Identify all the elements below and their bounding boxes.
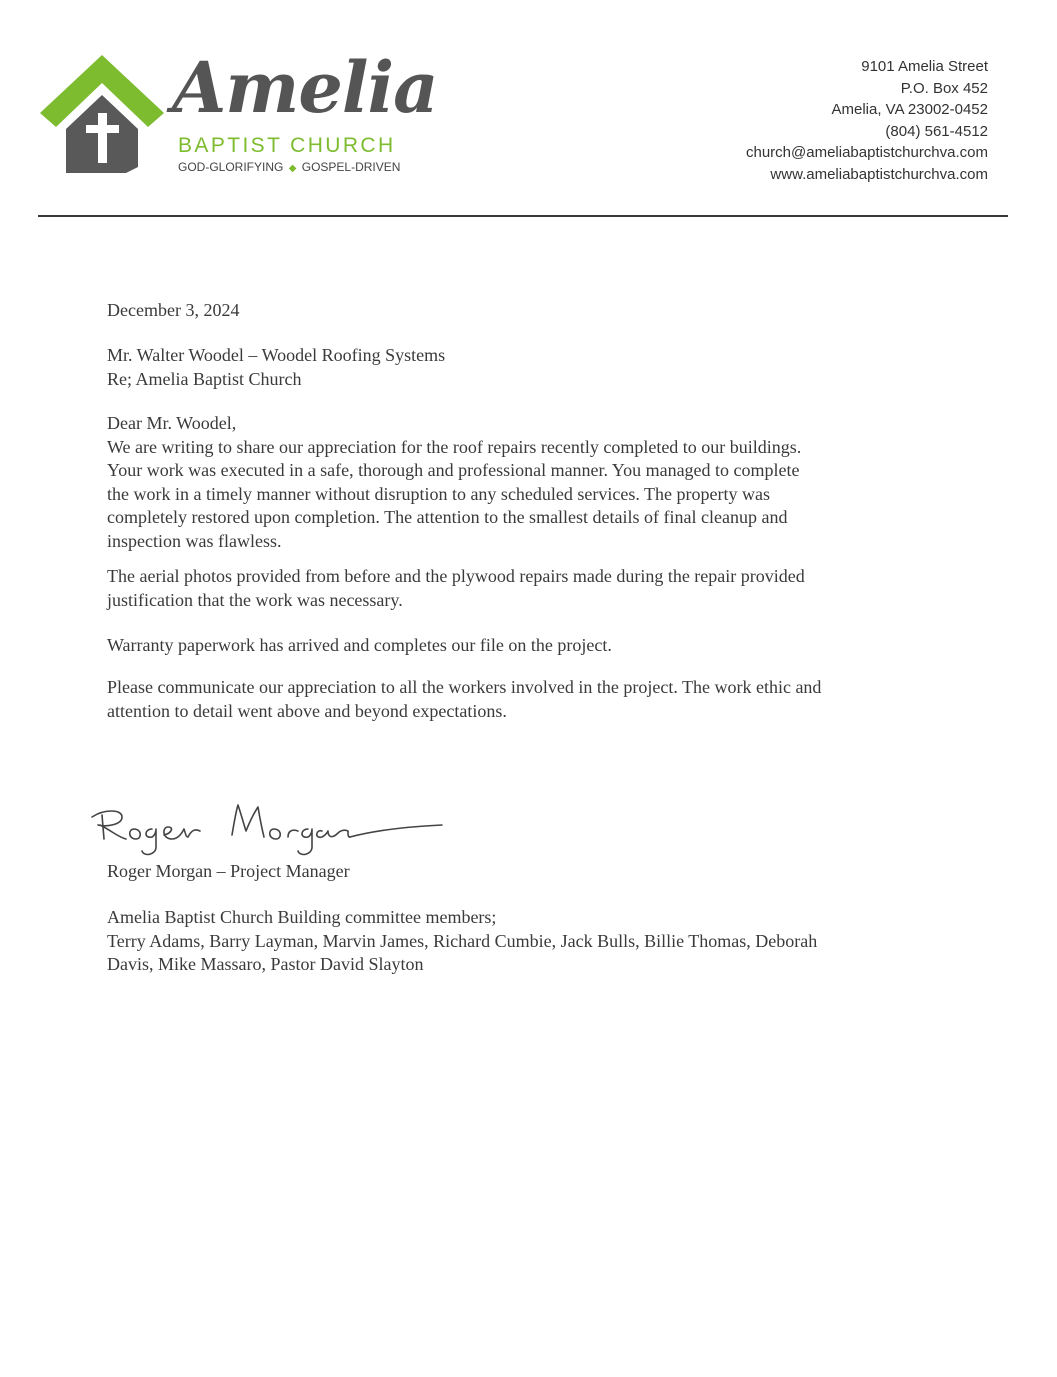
committee-block [107,906,947,977]
recipient: Mr. Walter Woodel – Woodel Roofing Systems [107,345,446,365]
address-street: 9101 Amelia Street [861,58,988,75]
address-phone: (804) 561-4512 [885,122,988,140]
letterhead [0,0,1057,220]
address-city: Amelia, VA 23002-0452 [831,101,988,118]
paragraph-4 [107,676,947,723]
committee-members-line: Terry Adams, Barry Layman, Marvin James, Richard Cumbie, Jack Bulls, Billie Thomas, Deborah [107,930,818,951]
paragraph-1 [107,412,947,553]
header-divider [38,215,1008,217]
house-cross-icon [40,55,170,175]
address-email: church@ameliabaptistchurchva.com [746,144,988,161]
paragraph-line: inspection was flawless. [107,530,282,551]
paragraph-line: justification that the work was necessary. [107,589,403,610]
logo-wordmark: Amelia [172,46,438,129]
address-po-box: P.O. Box 452 [900,79,988,97]
diamond-icon: ◆ [288,163,297,174]
paragraph-3 [107,634,947,658]
tagline-right: GOSPEL-DRIVEN [301,160,401,174]
regarding: Re; Amelia Baptist Church [107,368,302,389]
signer-line: Roger Morgan – Project Manager [107,861,350,881]
paragraph-line: The aerial photos provided from before and the plywood repairs made during the repair provided [107,566,805,586]
letter-date: December 3, 2024 [107,300,240,320]
paragraph-line: We are writing to share our appreciation for the roof repairs recently completed to our buildings. [107,436,802,457]
logo-tagline [178,160,400,176]
salutation: Dear Mr. Woodel, [107,413,237,433]
recipient-block [107,344,947,391]
logo-subtitle: BAPTIST CHURCH [178,134,396,157]
committee-members-line: Davis, Mike Massaro, Pastor David Slayton [107,954,424,974]
paragraph-line: Please communicate our appreciation to all the workers involved in the project. The work ethic and [107,677,822,697]
paragraph-line: the work in a timely manner without disruption to any scheduled services. The property was [107,483,771,504]
address-website: www.ameliabaptistchurchva.com [770,165,988,183]
paragraph-line: completely restored upon completion. The attention to the smallest details of final cleanup and [107,507,788,527]
paragraph-line: Your work was executed in a safe, thorough and professional manner. You managed to complete [107,460,800,480]
paragraph-2 [107,565,947,612]
church-address [746,56,988,185]
paragraph-line: Warranty paperwork has arrived and completes our file on the project. [107,635,612,655]
tagline-left: GOD-GLORIFYING [178,160,284,174]
handwritten-signature [82,795,462,865]
paragraph-line: attention to detail went above and beyond expectations. [107,700,507,721]
committee-heading: Amelia Baptist Church Building committee members; [107,907,497,927]
